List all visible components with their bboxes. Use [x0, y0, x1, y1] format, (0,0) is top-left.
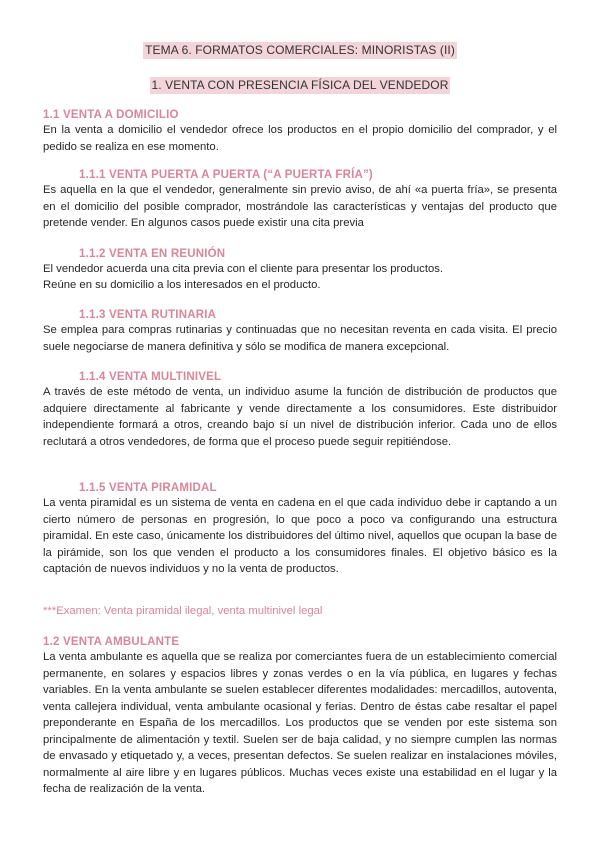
section-title: 1. VENTA CON PRESENCIA FÍSICA DEL VENDEDOR — [151, 78, 449, 92]
heading-puerta-a-puerta: 1.1.1 VENTA PUERTA A PUERTA (“A PUERTA FRÍA”) — [79, 169, 373, 181]
paragraph-venta-rutinaria: Se emplea para compras rutinarias y continuadas que no necesitan reventa en cada visita. El precio suele negociarse de manera definitiva y sólo se modifica de manera excepcional. — [43, 324, 557, 353]
heading-venta-multinivel: 1.1.4 VENTA MULTINIVEL — [79, 371, 222, 383]
heading-venta-reunion: 1.1.2 VENTA EN REUNIÓN — [79, 248, 226, 260]
subtitle-container — [43, 76, 557, 94]
heading-venta-rutinaria: 1.1.3 VENTA RUTINARIA — [79, 309, 217, 321]
paragraph-venta-piramidal: La venta piramidal es un sistema de venta en cadena en el que cada individuo debe ir captando a un cierto número de personas en progresión, lo que poco a poco va configurando una estructura piramidal. En este caso, únicamente los distribuidores del último nivel, aquellos que ocupan la base de la pirámide, son los que venden el producto a los consumidores finales. El objetivo básico es la captación de nuevos individuos y no la venta de productos. — [43, 497, 557, 575]
paragraph-venta-multinivel: A través de este método de venta, un individuo asume la función de distribución de productos que adquiere directamente al fabricante y vende directamente a los consumidores. Este distribuidor independiente formará a otros, creando bajo sí un nivel de distribución inferior. Cada uno de ellos reclutará a otros vendedores, de forma que el proceso puede seguir repitiéndose. — [43, 386, 557, 448]
heading-venta-piramidal: 1.1.5 VENTA PIRAMIDAL — [79, 482, 217, 494]
paragraph-puerta-a-puerta: Es aquella en la que el vendedor, generalmente sin previo aviso, de ahí «a puerta fría», se presenta en el domicilio del posible comprador, mostrándole las características y ventajas del producto que pretende vender. En algunos casos puede existir una cita previa — [43, 184, 557, 229]
paragraph-venta-domicilio: En la venta a domicilio el vendedor ofrece los productos en el propio domicilio del comprador, y el pedido se realiza en ese momento. — [43, 124, 557, 153]
heading-venta-ambulante: 1.2 VENTA AMBULANTE — [43, 636, 180, 648]
paragraph-venta-ambulante: La venta ambulante es aquella que se realiza por comerciantes fuera de un establecimiento comercial permanente, en solares y espacios libres y zonas verdes o en la vía pública, en lugares y fechas variables. En la venta ambulante se suelen establecer diferentes modalidades: mercadillos, autoventa, venta callejera individual, venta ambulante ocasional y ferias. Dentro de éstas cabe resaltar el papel preponderante en España de los mercadillos. Los productos que se venden por este sistema son principalmente de alimentación y textil. Suelen ser de baja calidad, y no siempre cumplen las normas de envasado y etiquetado y, a veces, presentan defectos. Se suelen realizar en instalaciones móviles, normalmente al aire libre y en lugares públicos. Muchas veces existe una estabilidad en el lugar y la fecha de realización de la venta. — [43, 651, 557, 795]
title-container — [43, 41, 557, 59]
paragraph-venta-reunion-2: Reúne en su domicilio a los interesados en el producto. — [43, 279, 321, 291]
exam-note: ***Examen: Venta piramidal ilegal, venta multinivel legal — [43, 605, 323, 617]
paragraph-venta-reunion-1: El vendedor acuerda una cita previa con el cliente para presentar los productos. — [43, 263, 444, 275]
document-title: TEMA 6. FORMATOS COMERCIALES: MINORISTAS (II) — [145, 43, 455, 57]
heading-venta-domicilio: 1.1 VENTA A DOMICILIO — [43, 109, 179, 121]
